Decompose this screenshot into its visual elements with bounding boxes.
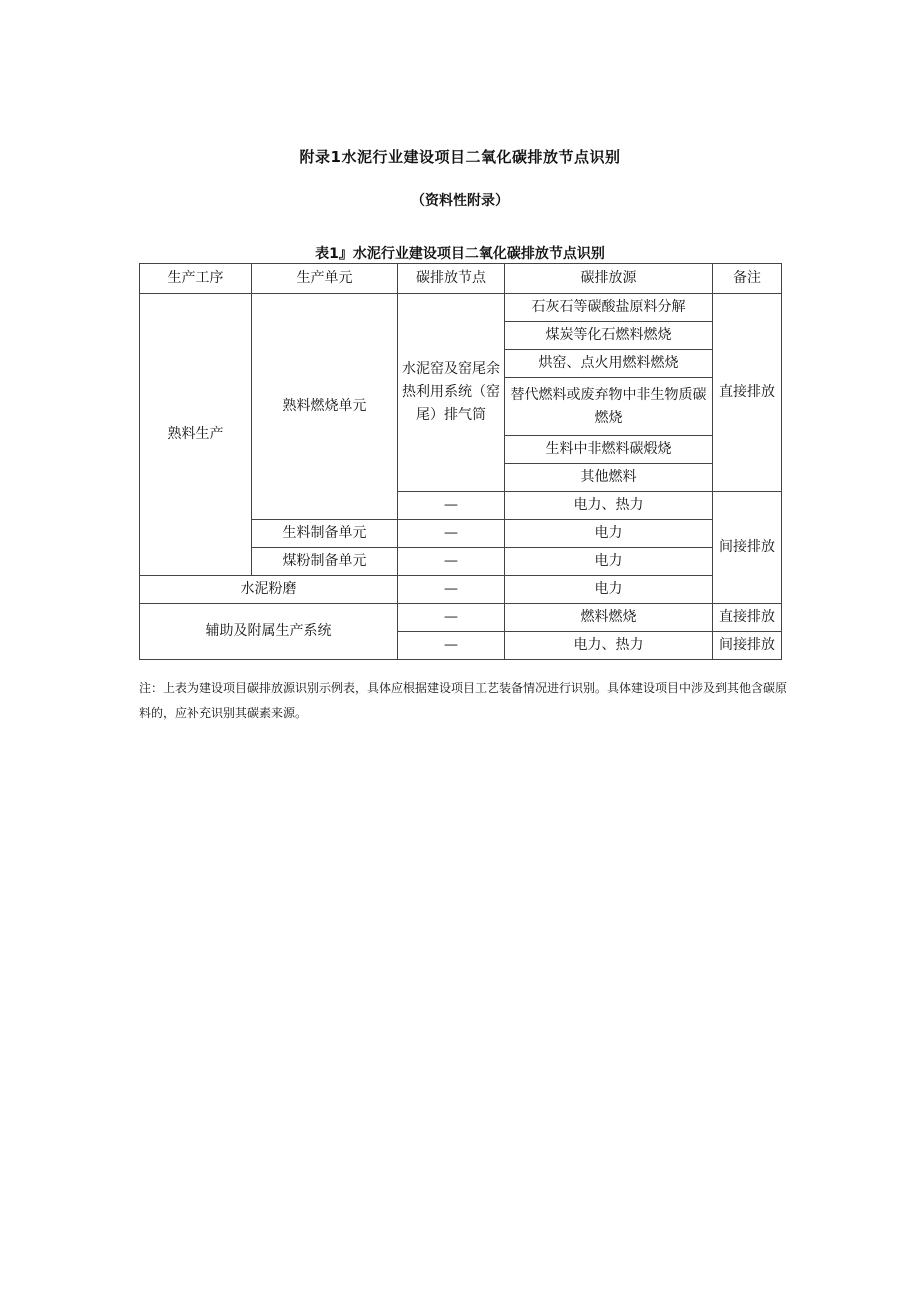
cell-node-none: — <box>398 604 505 632</box>
cell-source: 石灰石等碳酸盐原料分解 <box>505 294 713 322</box>
cell-process-clinker: 熟料生产 <box>140 294 252 576</box>
cell-remark-direct: 直接排放 <box>713 604 782 632</box>
cell-source: 电力、热力 <box>505 632 713 660</box>
cell-remark-indirect: 间接排放 <box>713 492 782 604</box>
cell-source: 电力、热力 <box>505 492 713 520</box>
emission-node-table <box>139 263 782 660</box>
header-unit: 生产单元 <box>252 264 398 294</box>
cell-remark-indirect: 间接排放 <box>713 632 782 660</box>
cell-source: 其他燃料 <box>505 464 713 492</box>
cell-process-cement-grinding: 水泥粉磨 <box>140 576 398 604</box>
cell-source: 生料中非燃料碳煅烧 <box>505 436 713 464</box>
header-source: 碳排放源 <box>505 264 713 294</box>
cell-node-none: — <box>398 520 505 548</box>
table-row <box>140 294 782 322</box>
cell-unit-coal-powder: 煤粉制备单元 <box>252 548 398 576</box>
cell-source: 烘窑、点火用燃料燃烧 <box>505 350 713 378</box>
header-remark: 备注 <box>713 264 782 294</box>
cell-unit-clinker-burning: 熟料燃烧单元 <box>252 294 398 520</box>
cell-node-none: — <box>398 492 505 520</box>
cell-unit-raw-meal: 生料制备单元 <box>252 520 398 548</box>
cell-node-kiln: 水泥窑及窑尾余热利用系统（窑尾）排气筒 <box>398 294 505 492</box>
cell-source: 煤炭等化石燃料燃烧 <box>505 322 713 350</box>
table-note: 注：上表为建设项目碳排放源识别示例表，具体应根据建设项目工艺装备情况进行识别。具体建设项目中涉及到其他含碳原料的，应补充识别其碳素来源。 <box>139 681 788 720</box>
cell-source: 电力 <box>505 576 713 604</box>
cell-remark-direct: 直接排放 <box>713 294 782 492</box>
page-subtitle: （资料性附录） <box>411 193 509 209</box>
table-row <box>140 576 782 604</box>
page-title: 附录1水泥行业建设项目二氧化碳排放节点识别 <box>299 148 621 166</box>
header-node: 碳排放节点 <box>398 264 505 294</box>
table-row <box>140 604 782 632</box>
cell-process-auxiliary: 辅助及附属生产系统 <box>140 604 398 660</box>
table-caption: 表1』水泥行业建设项目二氧化碳排放节点识别 <box>315 246 605 262</box>
cell-node-none: — <box>398 548 505 576</box>
cell-node-none: — <box>398 576 505 604</box>
table-header-row <box>140 264 782 294</box>
cell-source: 替代燃料或废弃物中非生物质碳燃烧 <box>505 378 713 436</box>
cell-source: 电力 <box>505 548 713 576</box>
cell-node-none: — <box>398 632 505 660</box>
cell-source: 燃料燃烧 <box>505 604 713 632</box>
cell-source: 电力 <box>505 520 713 548</box>
emission-node-table-wrap <box>139 263 782 660</box>
header-process: 生产工序 <box>140 264 252 294</box>
